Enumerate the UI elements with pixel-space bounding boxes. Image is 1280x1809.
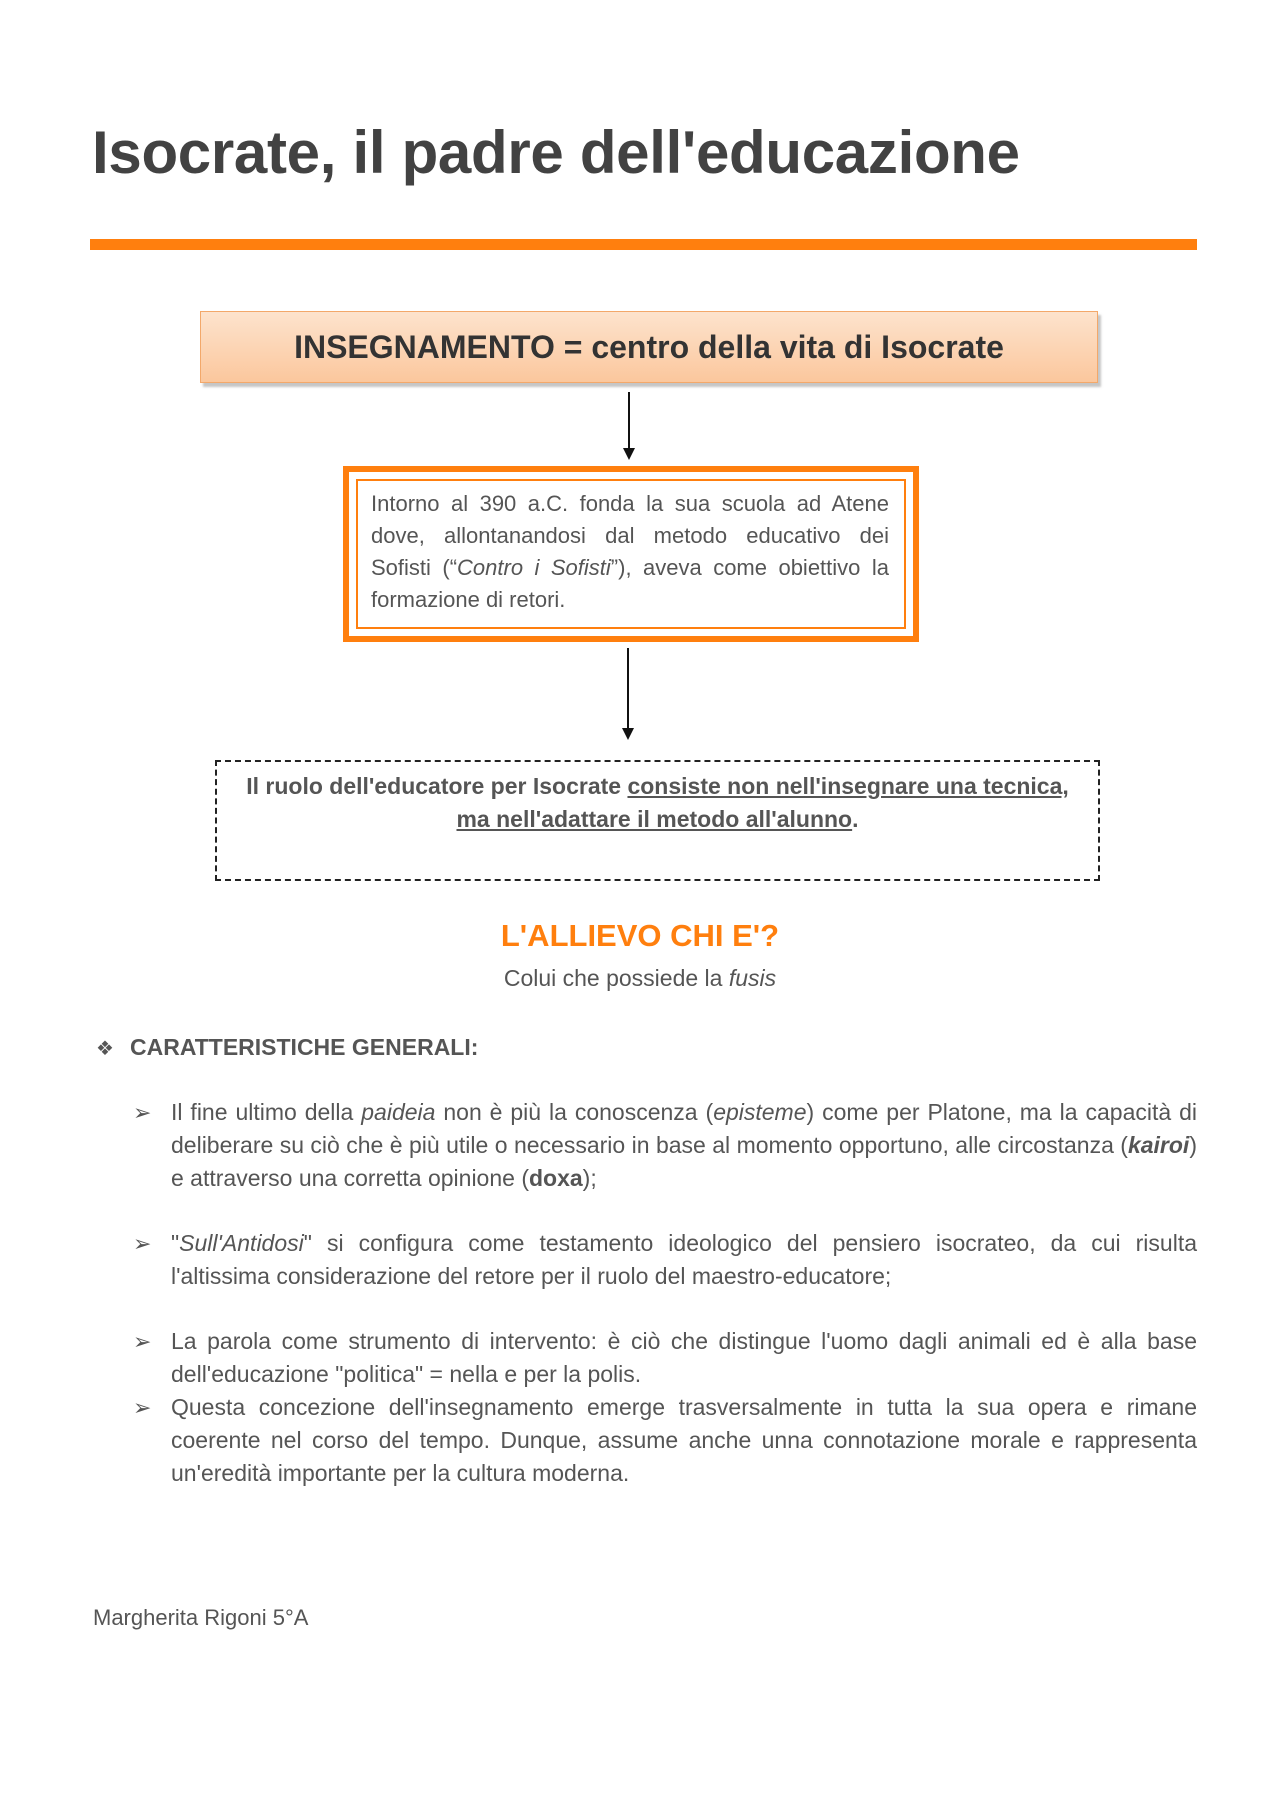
diamond-bullet-icon: ❖ [96,1038,114,1060]
arrow-bullet-icon: ➢ [133,1329,152,1354]
arrow-bullet-icon: ➢ [133,1395,152,1420]
list-item: ➢ Il fine ultimo della paideia non è più la conoscenza (episteme) come per Platone, ma la capacità di deliberare su ciò che è più utile o necessario in base al momento opportuno, alle circostanza (kairoi) e attraverso una corretta opinione (doxa); [133,1096,1197,1195]
title-underline [90,239,1197,250]
list-item: ➢ Questa concezione dell'insegnamento emerge trasversalmente in tutta la sua opera e rimane coerente nel corso del tempo. Dunque, assume anche unna connotazione morale e rappresenta un'eredità importante per la cultura moderna. [133,1391,1197,1490]
arrow-down-icon [620,392,638,462]
arrow-down-icon [619,648,637,742]
allievo-subtitle: Colui che possiede la fusis [503,965,777,991]
arrow-bullet-icon: ➢ [133,1231,152,1256]
school-info-box [343,466,919,642]
section-heading: ❖ CARATTERISTICHE GENERALI: [96,1034,479,1060]
educator-role-text: Il ruolo dell'educatore per Isocrate consiste non nell'insegnare una tecnica, ma nell'adattare il metodo all'alunno. [246,773,1069,832]
arrow-bullet-icon: ➢ [133,1100,152,1125]
educator-role-box [215,760,1100,881]
author-footer: Margherita Rigoni 5°A [93,1605,309,1630]
school-info-text: Intorno al 390 a.C. fonda la sua scuola ad Atene dove, allontanandosi dal metodo educativo dei Sofisti (“Contro i Sofisti”), aveva come obiettivo la formazione di retori. [371,491,889,612]
list-item: ➢ "Sull'Antidosi" si configura come testamento ideologico del pensiero isocrateo, da cui risulta l'altissima considerazione del retore per il ruolo del maestro-educatore; [133,1227,1197,1293]
list-item: ➢ La parola come strumento di intervento: è ciò che distingue l'uomo dagli animali ed è alla base dell'educazione "politica" = nella e per la polis. [133,1325,1197,1391]
allievo-heading: L'ALLIEVO CHI E'? [500,918,780,953]
page-title: Isocrate, il padre dell'educazione [92,119,1020,186]
main-concept-box: INSEGNAMENTO = centro della vita di Isocrate [200,311,1098,383]
